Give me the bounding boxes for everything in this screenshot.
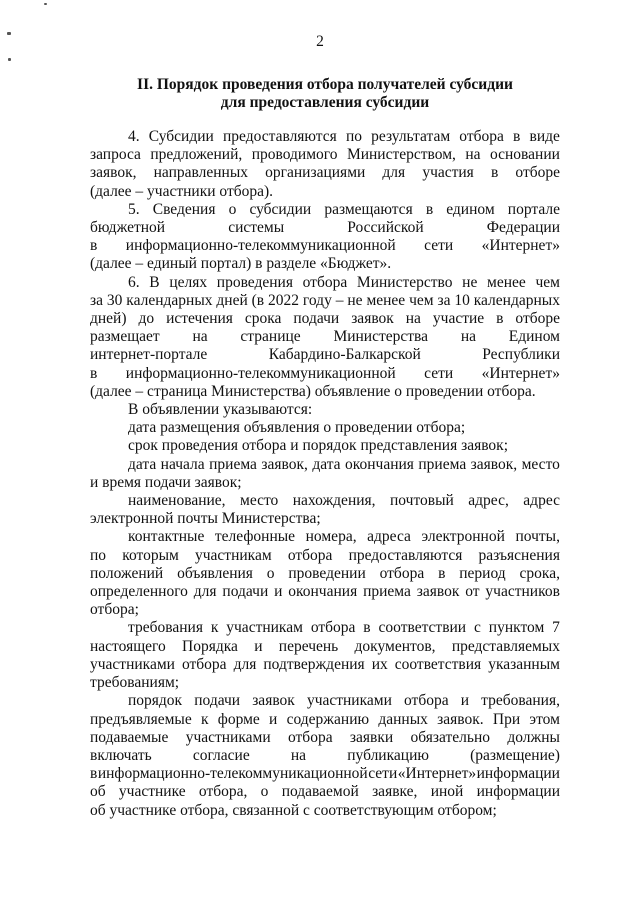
text-line	[90, 783, 560, 801]
word: направленных	[153, 164, 249, 182]
word: приема	[209, 455, 257, 473]
word: отбора	[181, 655, 227, 673]
word: участия	[422, 164, 474, 182]
word: 5.	[128, 200, 140, 218]
text-line: требованиям;	[90, 674, 180, 692]
word: требования,	[481, 692, 560, 710]
word: заявок	[252, 692, 295, 710]
word: истечения	[166, 310, 233, 328]
word: место	[521, 455, 560, 473]
word: электронной	[421, 528, 505, 546]
word: в	[438, 564, 446, 582]
word: адреса	[367, 528, 411, 546]
word: проведения	[216, 273, 293, 291]
text-line: В объявлении указываются:	[128, 401, 313, 419]
text-line: дата размещения объявления о проведении отбора;	[128, 419, 466, 437]
word: Субсидии	[148, 128, 214, 145]
text-line: электронной почты Министерства;	[90, 510, 321, 528]
word: бюджетной	[90, 219, 166, 237]
word: не	[347, 291, 363, 309]
page-number: 2	[316, 33, 324, 50]
word: дней)	[90, 310, 127, 328]
word: отборе	[515, 164, 560, 182]
word: форме	[217, 710, 260, 728]
word: в	[425, 200, 434, 218]
word: требования	[128, 619, 203, 637]
word: информации	[476, 783, 560, 801]
word: на	[465, 146, 481, 164]
word: почтовый	[390, 492, 454, 510]
text-line	[90, 365, 560, 383]
word: соответствии	[378, 619, 467, 637]
word: Сведения	[152, 200, 216, 218]
word: заявки	[349, 728, 394, 746]
word: участникам	[194, 546, 272, 564]
word: настоящего	[90, 637, 166, 655]
text-line	[90, 128, 560, 146]
word: участнике	[118, 783, 186, 801]
word: срока,	[519, 564, 560, 582]
word: обязательно	[410, 728, 491, 746]
word: в	[490, 164, 499, 182]
word: адрес	[523, 492, 560, 510]
text-line	[90, 711, 560, 729]
text-line	[90, 492, 560, 510]
word: наименование,	[128, 492, 226, 510]
text-line	[90, 692, 560, 710]
word: сети	[424, 364, 454, 382]
text-line	[90, 346, 560, 364]
word: об	[90, 783, 106, 801]
word: виде	[529, 128, 560, 145]
word: календарных	[126, 291, 213, 309]
text-line	[90, 456, 560, 474]
word: которым	[122, 546, 179, 564]
word: «Интернет»	[481, 237, 560, 255]
scan-speck	[8, 58, 11, 61]
word: начала	[160, 455, 205, 473]
word: нахождения,	[292, 492, 376, 510]
word: заявок,	[261, 455, 308, 473]
word: отбора	[310, 619, 356, 637]
word: данных	[378, 710, 428, 728]
word: заявок,	[90, 164, 137, 182]
word: отбора	[459, 128, 504, 145]
word: для	[193, 583, 217, 601]
word: «Интернет»	[481, 364, 560, 382]
word: подачи	[194, 692, 241, 710]
word: чем	[409, 291, 434, 309]
word: в	[90, 364, 98, 382]
word: 7	[552, 619, 560, 637]
text-line: (далее – единый портал) в разделе «Бюджет».	[90, 255, 392, 273]
word: чем	[535, 273, 560, 291]
word: Кабардино-Балкарской	[268, 346, 421, 364]
word: указанным	[488, 655, 560, 673]
text-line: срок проведения отбора и порядок представления заявок;	[128, 437, 509, 455]
word: по	[345, 128, 362, 145]
word: и	[254, 637, 263, 655]
word: В	[149, 273, 160, 291]
word: участниками	[185, 728, 271, 746]
text-line	[90, 747, 560, 765]
text-line	[90, 565, 560, 583]
word: почты,	[515, 528, 560, 546]
word: в	[90, 237, 98, 255]
word: контактные	[128, 528, 205, 546]
word: соответствия	[394, 655, 482, 673]
word: согласие	[192, 746, 250, 764]
word: основании	[490, 146, 560, 164]
text-line: отбора;	[90, 601, 139, 619]
word: заявок	[351, 310, 394, 328]
text-line	[90, 638, 560, 656]
word: информации	[476, 765, 560, 783]
word: предоставляются	[348, 546, 463, 564]
scan-speck	[44, 3, 47, 5]
text-line	[90, 547, 560, 565]
word: порядок	[128, 692, 183, 710]
word: размещаются	[324, 200, 413, 218]
text-line	[90, 164, 560, 182]
word: предоставляются	[222, 128, 337, 145]
word: размещает	[90, 328, 160, 346]
word: результатам	[371, 128, 451, 145]
word: для	[382, 164, 406, 182]
word: подтверждения	[263, 655, 365, 673]
text-line	[90, 528, 560, 546]
word: за	[90, 291, 104, 309]
word: 10	[454, 291, 470, 309]
word: их	[371, 655, 388, 673]
word: отбора	[287, 546, 333, 564]
word: этом	[529, 710, 560, 728]
word: предъявляемые	[90, 710, 192, 728]
word: «Интернет»	[397, 765, 477, 783]
text-line	[90, 146, 560, 164]
text-line	[90, 310, 560, 328]
word: субсидии	[249, 200, 312, 218]
word: определенного	[90, 583, 188, 601]
body-text	[90, 128, 560, 820]
word: адрес,	[468, 492, 509, 510]
word: разъяснения	[478, 546, 560, 564]
word: пунктом	[488, 619, 545, 637]
word: документов,	[354, 637, 436, 655]
word: 30	[106, 291, 123, 309]
text-line	[90, 201, 560, 219]
word: Министерством,	[346, 146, 456, 164]
word: дата	[128, 455, 157, 473]
word: на	[405, 310, 421, 328]
text-line	[90, 219, 560, 237]
word: 6.	[128, 273, 140, 291]
word: участниками	[306, 692, 392, 710]
word: подаваемые	[90, 728, 169, 746]
word: в	[90, 765, 98, 783]
word: с	[474, 619, 481, 637]
word: едином	[446, 200, 495, 218]
word: от	[465, 583, 480, 601]
word: представляемых	[451, 637, 560, 655]
word: информационно-телекоммуникационной	[97, 765, 368, 783]
text-line: и время подачи заявок;	[90, 473, 242, 491]
word: должны	[507, 728, 560, 746]
word: отбора	[404, 692, 449, 710]
word: приема	[418, 455, 467, 473]
word: окончания	[288, 583, 358, 601]
word: приема	[363, 583, 411, 601]
word: календарных	[473, 291, 560, 309]
word: отборе	[515, 310, 560, 328]
word: (в	[251, 291, 265, 309]
word: предложений,	[150, 146, 243, 164]
text-line	[90, 765, 560, 783]
section-heading-line-1: II. Порядок проведения отбора получателей субсидии	[137, 76, 513, 93]
word: телефонные	[214, 528, 296, 546]
word: положений	[90, 564, 164, 582]
text-line	[90, 328, 560, 346]
word: на	[192, 328, 208, 346]
word: странице	[240, 328, 301, 346]
word: При	[492, 710, 521, 728]
word: сети	[424, 237, 454, 255]
word: целях	[169, 273, 208, 291]
word: содержанию	[286, 710, 370, 728]
section-heading	[90, 76, 560, 112]
word: срока	[244, 310, 282, 328]
word: подачи	[222, 583, 269, 601]
word: отбора	[379, 564, 425, 582]
word: и	[460, 692, 470, 710]
word: менее	[366, 291, 406, 309]
word: проводимого	[251, 146, 338, 164]
word: Министерство	[356, 273, 453, 291]
word: портале	[507, 200, 560, 218]
word: к	[210, 619, 219, 637]
word: публикацию	[347, 746, 429, 764]
word: участников	[485, 583, 560, 601]
word: заявок,	[470, 455, 518, 473]
word: участникам	[226, 619, 303, 637]
word: место	[240, 492, 279, 510]
text-line: об участнике отбора, связанной с соответствующим отбором;	[90, 801, 497, 819]
word: и	[269, 710, 278, 728]
word: Российской	[347, 219, 424, 237]
word: и	[274, 583, 283, 601]
word: Министерства	[333, 328, 429, 346]
word: организациями	[265, 164, 366, 182]
text-line	[90, 292, 560, 310]
word: (размещение)	[470, 746, 560, 764]
word: номера,	[305, 528, 357, 546]
word: интернет-портале	[90, 346, 208, 364]
word: не	[462, 273, 478, 291]
section-heading-line-2: для предоставления субсидии	[220, 94, 430, 111]
word: Порядка	[182, 637, 238, 655]
word: по	[90, 546, 107, 564]
word: отбора,	[198, 783, 248, 801]
word: –	[335, 291, 344, 309]
word: запроса	[90, 146, 141, 164]
word: для	[233, 655, 257, 673]
word: объявления	[177, 564, 253, 582]
word: информационно-телекоммуникационной	[125, 364, 396, 382]
text-line	[90, 583, 560, 601]
word: заявок.	[437, 710, 484, 728]
word: в	[496, 310, 504, 328]
word: Республики	[482, 346, 560, 364]
word: менее	[487, 273, 526, 291]
word: заявке,	[372, 783, 418, 801]
word: системы	[228, 219, 285, 237]
word: о	[260, 783, 269, 801]
word: перечень	[278, 637, 339, 655]
word: на	[290, 746, 307, 764]
word: на	[460, 328, 476, 346]
word: период	[459, 564, 506, 582]
word: о	[266, 564, 275, 582]
word: в	[513, 128, 521, 145]
word: 2022	[268, 291, 300, 309]
word: участниками	[90, 655, 175, 673]
word: дата	[312, 455, 341, 473]
word: подаваемой	[281, 783, 359, 801]
text-line: (далее – участники отбора).	[90, 182, 274, 200]
word: включать	[90, 746, 152, 764]
word: информационно-телекоммуникационной	[125, 237, 396, 255]
word: за	[437, 291, 451, 309]
text-line	[90, 237, 560, 255]
word: проведении	[288, 564, 366, 582]
word: в	[363, 619, 371, 637]
word: году	[302, 291, 332, 309]
text-line: (далее – страница Министерства) объявление о проведении отбора.	[90, 382, 536, 400]
text-line	[90, 274, 560, 292]
word: дней	[216, 291, 248, 309]
text-line	[90, 729, 560, 747]
text-line	[90, 619, 560, 637]
word: иной	[430, 783, 464, 801]
text-line	[90, 656, 560, 674]
word: Федерации	[486, 219, 560, 237]
word: окончания	[345, 455, 414, 473]
word: о	[228, 200, 237, 218]
word: отбора	[287, 728, 333, 746]
word: подачи	[293, 310, 340, 328]
word: сети	[368, 765, 398, 783]
word: отбора	[302, 273, 348, 291]
word: до	[138, 310, 155, 328]
word: 4.	[128, 128, 140, 145]
word: к	[200, 710, 209, 728]
word: Едином	[508, 328, 560, 346]
word: заявок	[416, 583, 460, 601]
word: участие	[432, 310, 485, 328]
